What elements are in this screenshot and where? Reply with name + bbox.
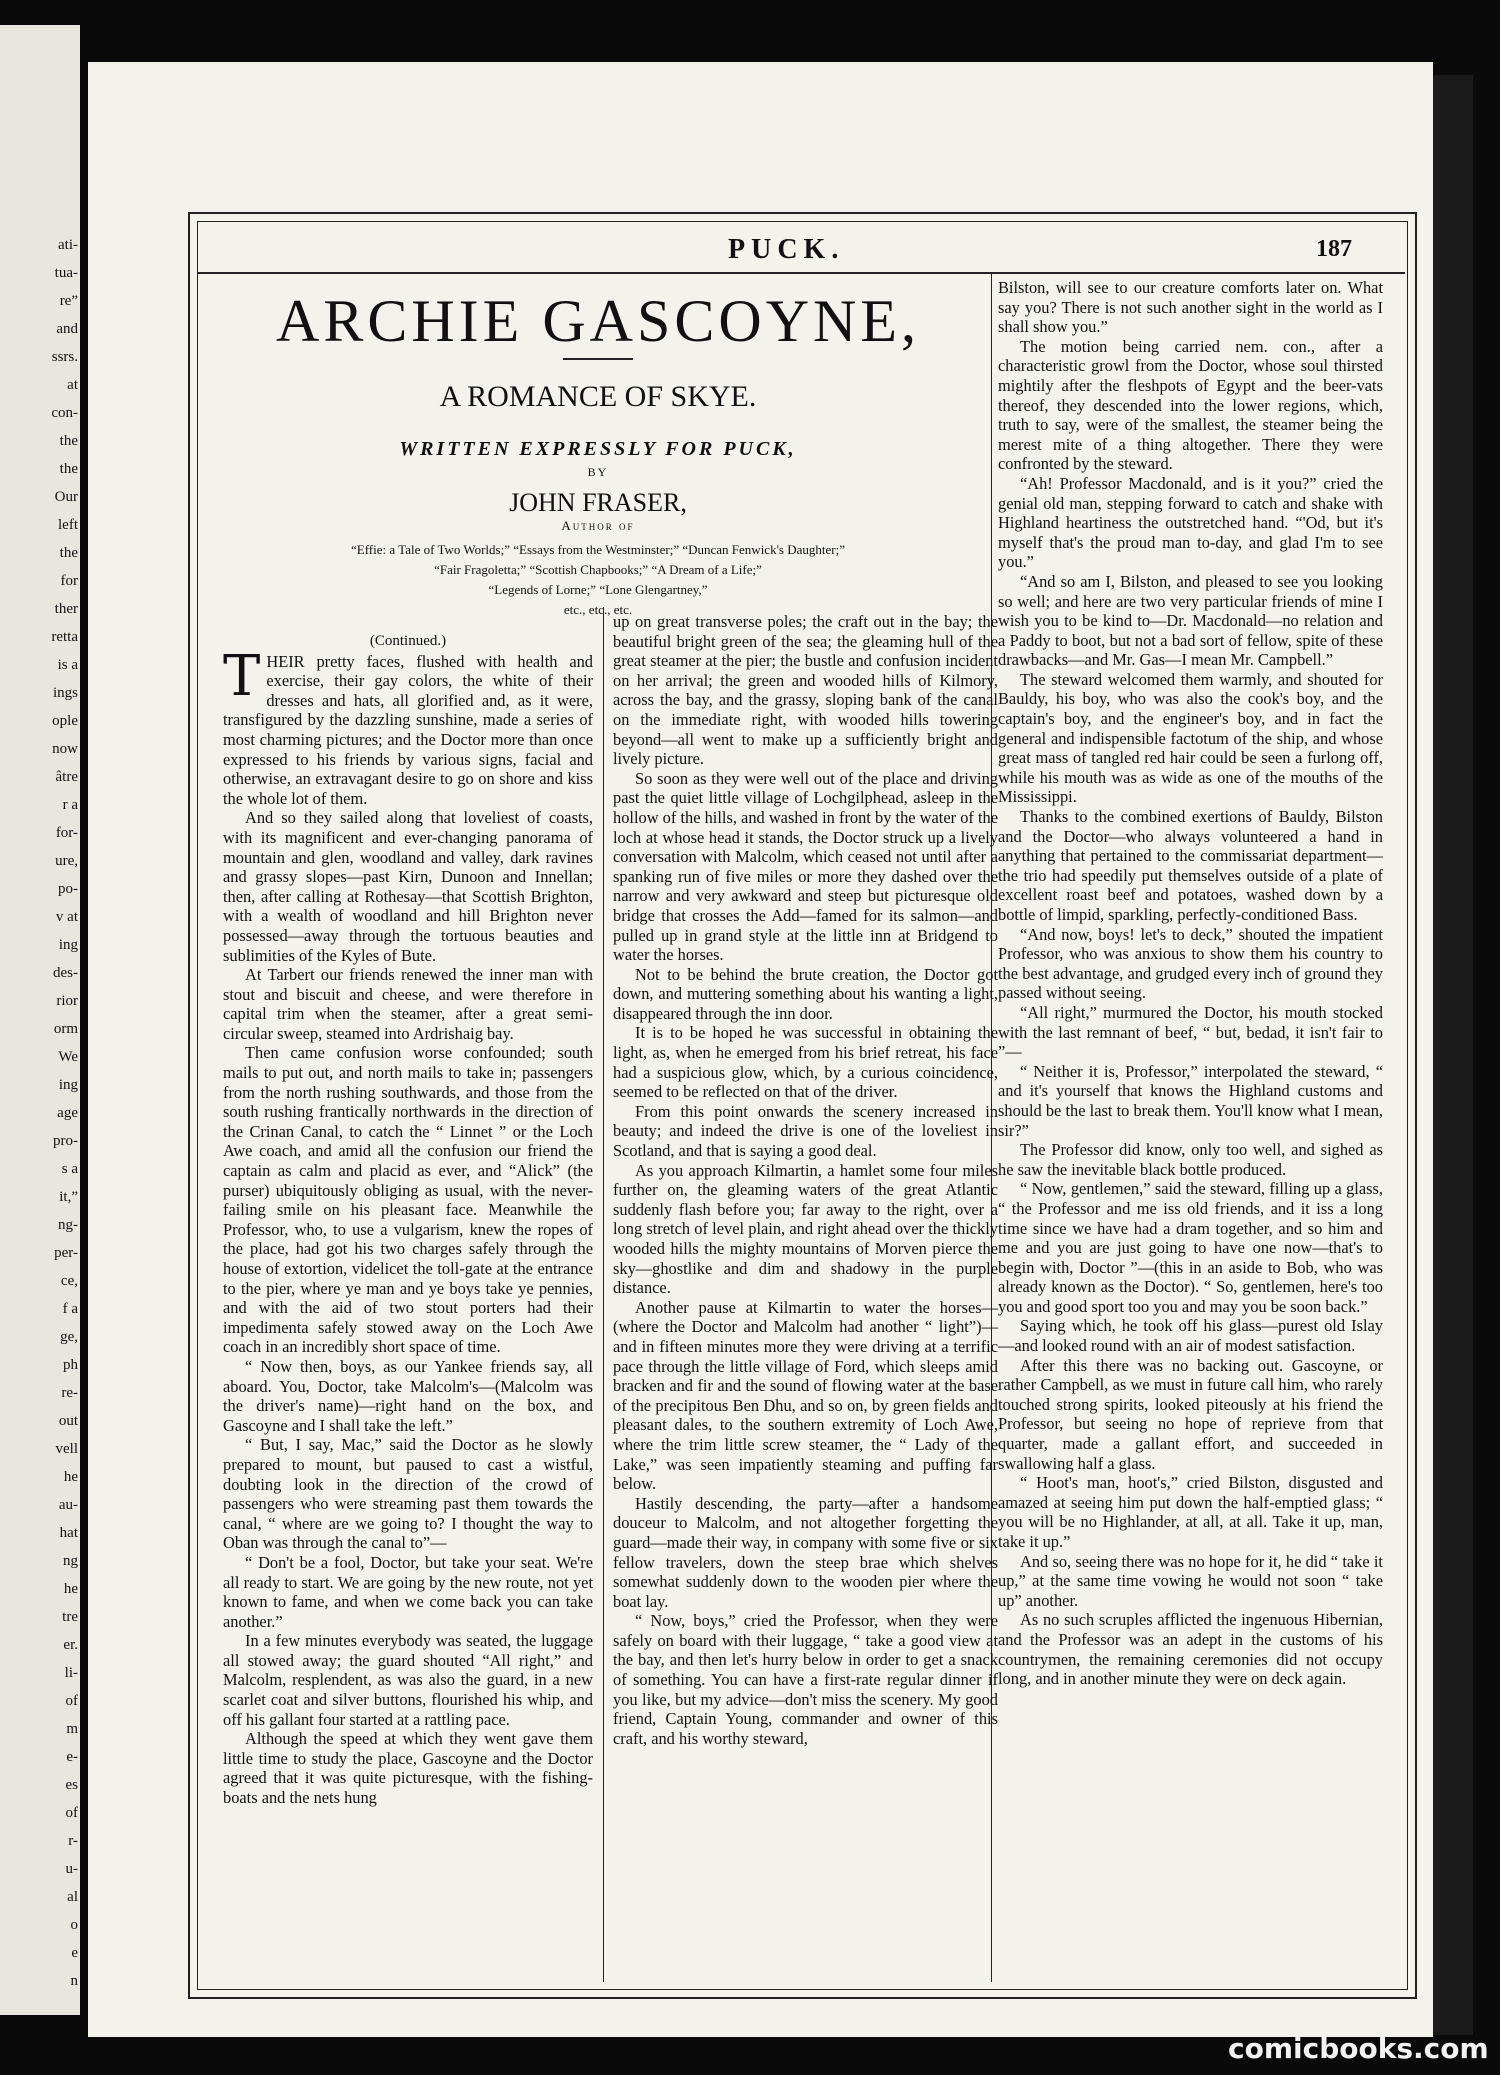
prev-page-fragment: and bbox=[56, 321, 78, 337]
prev-page-fragment: for- bbox=[55, 825, 78, 841]
page-number: 187 bbox=[1316, 236, 1352, 262]
prev-page-fragment: o bbox=[70, 1917, 78, 1933]
prev-page-fragment: e- bbox=[66, 1749, 78, 1765]
story-subtitle: A ROMANCE OF SKYE. bbox=[439, 380, 757, 413]
paragraph: “ But, I say, Mac,” said the Doctor as he slowly prepared to mount, but paused to cast a wistful, doubting look in the direction of the crowd of passengers who were streaming past them towards the canal, “ where are we going to? I thought the way to Oban was through the canal to”— bbox=[223, 1435, 593, 1553]
watermark: comicbooks.com bbox=[1228, 2032, 1489, 2065]
paragraph: Then came confusion worse confounded; south mails to put out, and north mails to take in; passengers from the north rushing southwards, and those from the south rushing frantically northwards in the direction of the Crinan Canal, to catch the “ Linnet ” or the Loch Awe coach, and amid all the confusion our friend the captain as calm and placid as ever, and “Alick” (the purser) ubiquitously obliging as usual, with the never-failing smile on his pleasant face. Meanwhile the Professor, who, to use a vulgarism, knew the ropes of the place, had got his two charges safely through the house of extortion, videlicet the toll-gate at the entrance to the pier, where ye man and ye boys take ye pennies, and with the aid of two stout porters had their impedimenta safely stowed away on the Loch Awe coach in an incredibly short space of time. bbox=[223, 1043, 593, 1357]
prev-page-fragment: ing bbox=[58, 1077, 78, 1093]
running-head: PUCK. bbox=[728, 234, 845, 265]
column-2 bbox=[613, 612, 998, 1748]
prev-page-fragment: for bbox=[60, 573, 78, 589]
drop-cap: T bbox=[223, 643, 261, 709]
prev-page-fragment: Our bbox=[54, 489, 78, 505]
prev-page-fragment: pro- bbox=[53, 1133, 78, 1149]
paragraph: Thanks to the combined exertions of Bauldy, Bilston and the Doctor—who always volunteered a hand in anything that pertained to the commissariat department—the trio had speedily put themselves outside of a plate of excellent roast beef and potatoes, washed down by a bottle of limpid, sparkling, perfectly-conditioned Bass. bbox=[998, 807, 1383, 924]
prev-page-fragment: u- bbox=[65, 1861, 78, 1877]
paragraph: “ Neither it is, Professor,” interpolated the steward, “ and it's yourself that knows the Highland customs and should be the last to break them. You'll know what I mean, sir?” bbox=[998, 1061, 1383, 1140]
author-name: JOHN FRASER, bbox=[509, 488, 687, 517]
prev-page-fragment: f a bbox=[62, 1301, 78, 1317]
prev-page-fragment: ople bbox=[52, 713, 78, 729]
author-of-label: Author of bbox=[561, 518, 635, 533]
prev-page-fragment: left bbox=[58, 517, 78, 533]
column-1 bbox=[223, 632, 593, 1808]
paragraph: The steward welcomed them warmly, and shouted for Bauldy, his boy, who was also the cook's boy, and the captain's boy, and the engineer's boy, and in fact the general and indispensible factotum of the ship, and whose great mass of tangled red hair could be seen a furlong off, while his mouth was as wide as one of the mouths of the Mississippi. bbox=[998, 669, 1383, 807]
prev-page-fragment: tre bbox=[62, 1609, 78, 1625]
prev-page-fragment: vell bbox=[55, 1441, 78, 1457]
prev-page-fragment: n bbox=[70, 1973, 78, 1989]
paragraph: And so they sailed along that loveliest of coasts, with its magnificent and ever-changing panorama of mountain and glen, woodland and valley, dark ravines and grassy slopes—past Kirn, Dunoon and Innellan; then, after calling at Rothesay—that Scottish Brighton, with a wealth of woodland and hill Brighton never possessed—away through the tortuous beauties and sublimities of the Kyles of Bute. bbox=[223, 808, 593, 965]
byline-by: BY bbox=[587, 465, 609, 479]
prev-page-fragment: of bbox=[65, 1693, 78, 1709]
title-rule bbox=[563, 358, 633, 360]
prev-page-fragment: ati- bbox=[58, 237, 78, 253]
prev-page-fragment: ge, bbox=[60, 1329, 78, 1345]
paragraph: Hastily descending, the party—after a handsome douceur to Malcolm, and not altogether forgetting the guard—made their way, in company with some five or six fellow travelers, down the steep brae which shelves somewhat suddenly down to the wooden pier where the boat lay. bbox=[613, 1493, 998, 1611]
prev-page-fragment: hat bbox=[59, 1525, 78, 1541]
prev-page-fragment: of bbox=[65, 1805, 78, 1821]
prev-page-fragment: au- bbox=[58, 1497, 78, 1513]
prev-page-fragment: ssrs. bbox=[51, 349, 78, 365]
page bbox=[88, 62, 1433, 2037]
prev-page-fragment: he bbox=[63, 1469, 78, 1485]
paragraph: Another pause at Kilmartin to water the horses—(where the Doctor and Malcolm had another “ light”)—and in fifteen minutes more they were driving at a terrific pace through the little village of Ford, which sleeps amid bracken and fir and the sound of flowing water at the base of the precipitous Ben Dhu, and so on, by green fields and pleasant dales, to the southern extremity of Loch Awe, where the trim little screw steamer, the “ Lady of the Lake,” was seen impatiently steaming and puffing far below. bbox=[613, 1297, 998, 1494]
prev-page-fragment: age bbox=[57, 1105, 78, 1121]
paragraph: up on great transverse poles; the craft out in the bay; the beautiful bright green of the sea; the gleaming hull of the great steamer at the pier; the bustle and confusion incident on her arrival; the green and wooded hills of Kilmory, across the bay, and the grassy, sloping bank of the canal on the immediate right, with wooded hills towering beyond—all went to make up a sufficiently bright and lively picture. bbox=[613, 612, 998, 769]
previous-page-edge bbox=[0, 25, 80, 2015]
paragraph: It is to be hoped he was successful in obtaining the light, as, when he emerged from his brief retreat, his face had a suspicious glow, which, by a curious coincidence, seemed to be reflected on that of the driver. bbox=[613, 1023, 998, 1102]
prev-page-fragment: e bbox=[71, 1945, 78, 1961]
prev-page-fragment: We bbox=[58, 1049, 78, 1065]
prev-page-fragment: retta bbox=[51, 629, 78, 645]
prev-page-fragment: s a bbox=[61, 1161, 78, 1177]
prev-page-fragment: the bbox=[59, 433, 78, 449]
prev-page-fragment: ure, bbox=[55, 853, 78, 869]
column-rule bbox=[603, 607, 604, 1982]
prev-page-fragment: al bbox=[67, 1889, 78, 1905]
prev-page-fragment: ther bbox=[54, 601, 78, 617]
prev-page-fragment: r- bbox=[68, 1833, 78, 1849]
paragraph: “ Now then, boys, as our Yankee friends say, all aboard. You, Doctor, take Malcolm's—(Malcolm was the driver's name)—right hand on the box, and Gascoyne and I shall take the left.” bbox=[223, 1356, 593, 1435]
prev-page-fragment: per- bbox=[54, 1245, 78, 1261]
title-block bbox=[208, 280, 988, 620]
prev-page-fragment: it,” bbox=[59, 1189, 78, 1205]
paragraph: “Ah! Professor Macdonald, and is it you?” cried the genial old man, stepping forward to catch and shake with Highland heartiness the outstretched hand. “'Od, but it's myself that's the proud man to-day, and glad I'm to see you.” bbox=[998, 473, 1383, 572]
paragraph: “All right,” murmured the Doctor, his mouth stocked with the last remnant of beef, “ but, bedad, it isn't fair to ”— bbox=[998, 1002, 1383, 1062]
prev-page-fragment: tua- bbox=[54, 265, 78, 281]
paragraph: Bilston, will see to our creature comforts later on. What say you? There is not such another sight in the world as I shall show you.” bbox=[998, 278, 1383, 337]
prev-page-fragment: âtre bbox=[55, 769, 78, 785]
prev-page-fragment: con- bbox=[51, 405, 78, 421]
paragraph: “ Don't be a fool, Doctor, but take your seat. We're all ready to start. We are going by the new route, not yet known to fame, and when we come back you can take another.” bbox=[223, 1552, 593, 1631]
paragraph: Not to be behind the brute creation, the Doctor got down, and muttering something about his wanting a light, disappeared through the inn door. bbox=[613, 964, 998, 1023]
prev-page-fragment: es bbox=[65, 1777, 78, 1793]
continued-label: (Continued.) bbox=[369, 633, 447, 649]
header-rule bbox=[198, 272, 1405, 274]
paragraph: “ Now, gentlemen,” said the steward, filling up a glass, “ the Professor and me iss old friends, and it iss a long time since we have had a dram together, and so him and me and you are just going to have one now—that's to begin with, Doctor ”—(this in an aside to Bob, who was already known as the Doctor). “ So, gentlemen, here's too you and good sport too you and may you be soon back.” bbox=[998, 1179, 1383, 1316]
prev-page-fragment: now bbox=[52, 741, 78, 757]
prev-page-fragment: ng- bbox=[58, 1217, 78, 1233]
paragraph: As you approach Kilmartin, a hamlet some four miles further on, the gleaming waters of the great Atlantic suddenly flash before you; far away to the right, over a long stretch of level plain, and right ahead over the thickly wooded hills the mighty mountains of Morven pierce the sky—ghostlike and dim and shadowy in the purple distance. bbox=[613, 1160, 998, 1298]
paragraph: And so, seeing there was no hope for it, he did “ take it up,” at the same time vowing he would not soon “ take up” another. bbox=[998, 1551, 1383, 1610]
prev-page-fragment: po- bbox=[58, 881, 78, 897]
prev-page-fragment: ce, bbox=[60, 1273, 78, 1289]
prev-page-fragment: li- bbox=[64, 1665, 78, 1681]
paragraph: “And so am I, Bilston, and pleased to see you looking so well; and here are two very particular friends of mine I wish you to be kind to—Dr. Macdonald—no relation and a Paddy to boot, but not a bad sort of fellow, spite of these drawbacks—and Mr. Gas—I mean Mr. Campbell.” bbox=[998, 571, 1383, 670]
paragraph: The motion being carried nem. con., after a characteristic growl from the Doctor, whose soul thirsted mightily after the fleshpots of Egypt and the beer-vats thereof, they descended into the lower regions, which, truth to say, were of the smallest, the steamer being the merest mite of a thing altogether. There they were confronted by the steward. bbox=[998, 336, 1383, 474]
prev-page-fragment: er. bbox=[63, 1637, 78, 1653]
prev-page-fragment: is a bbox=[57, 657, 78, 673]
paragraph: Although the speed at which they went gave them little time to study the place, Gascoyne and the Doctor agreed that it was quite picturesque, with the fishing-boats and the nets hung bbox=[223, 1729, 593, 1808]
author-works: “Effie: a Tale of Two Worlds;” “Essays from the Westminster;” “Duncan Fenwick's Daughter;” “Fair Fragoletta;” “Scottish Chapbooks;” “A Dream of a Life;” “Legends of Lorne;” “Lone Glengartney,” etc., etc., etc. bbox=[351, 542, 845, 617]
prev-page-fragment: r a bbox=[62, 797, 78, 813]
paragraph: In a few minutes everybody was seated, the luggage all stowed away; the guard shouted “All right,” and Malcolm, resplendent, as was also the guard, in a new scarlet coat and silver buttons, flourished his whip, and off his gallant four started at a rattling pace. bbox=[223, 1631, 593, 1729]
prev-page-fragment: the bbox=[59, 545, 78, 561]
paragraph: “ Hoot's man, hoot's,” cried Bilston, disgusted and amazed at seeing him put down the half-emptied glass; “ you will be no Highlander, at all, at all. Take it up, man, take it up.” bbox=[998, 1473, 1383, 1551]
prev-page-fragment: ph bbox=[63, 1357, 78, 1373]
prev-page-fragment: ing bbox=[58, 937, 78, 953]
prev-page-fragment: rior bbox=[56, 993, 78, 1009]
prev-page-fragment: ng bbox=[63, 1553, 78, 1569]
prev-page-fragment: the bbox=[59, 461, 78, 477]
prev-page-fragment: out bbox=[58, 1413, 78, 1429]
paragraph: Saying which, he took off his glass—purest old Islay—and looked round with an air of modest satisfaction. bbox=[998, 1316, 1383, 1356]
paragraph: From this point onwards the scenery increased in beauty; and indeed the drive is one of the loveliest in Scotland, and that is saying a good deal. bbox=[613, 1101, 998, 1161]
paragraph: As no such scruples afflicted the ingenuous Hibernian, and the Professor was an adept in the customs of his countrymen, the remaining ceremonies did not occupy long, and in another minute they were on deck again. bbox=[998, 1610, 1383, 1689]
paragraph: So soon as they were well out of the place and driving past the quiet little village of Lochgilphead, asleep in the hollow of the hills, and washed in front by the water of the loch at whose head it stands, the Doctor struck up a lively conversation with Malcolm, which ceased not until after a spanking run of five miles or more they dashed over the narrow and very awkward and steep but picturesque old bridge that crosses the Add—famed for its salmon—and pulled up in grand style at the little inn at Bridgend to water the horses. bbox=[613, 768, 998, 965]
prev-page-fragment: orm bbox=[53, 1021, 78, 1037]
paragraph: THEIR pretty faces, flushed with health and exercise, their gay colors, the white of their dresses and hats, all glorified and, as it were, transfigured by the dazzling sunshine, made a series of most charming pictures; and the Doctor more than once expressed to his friends by various signs, facial and otherwise, an extravagant desire to go on shore and kiss the whole lot of them. bbox=[223, 643, 593, 808]
prev-page-fragment: des- bbox=[53, 965, 78, 981]
prev-page-fragment: at bbox=[67, 377, 78, 393]
paragraph: After this there was no backing out. Gascoyne, or rather Campbell, as we must in future call him, who rarely touched strong spirits, looked piteously at his friend the Professor, but seeing no hope of reprieve from that quarter, made a gallant effort, and succeeded in swallowing half a glass. bbox=[998, 1355, 1383, 1473]
written-for-line: WRITTEN EXPRESSLY FOR PUCK, bbox=[399, 438, 797, 460]
prev-page-fragment: v at bbox=[55, 909, 78, 925]
story-title: ARCHIE GASCOYNE, bbox=[275, 288, 921, 354]
prev-page-fragment: he bbox=[63, 1581, 78, 1597]
book-edge bbox=[1430, 75, 1473, 2035]
paragraph: At Tarbert our friends renewed the inner man with stout and biscuit and cheese, and were therefore in capital trim when the steamer, after a great semi-circular sweep, steamed into Ardrishaig bay. bbox=[223, 965, 593, 1043]
paragraph: “ Now, boys,” cried the Professor, when they were safely on board with their luggage, “ take a good view at the bay, and then let's hurry below in order to get a snack of something. You can have a first-rate regular dinner if you like, but my advice—don't miss the scenery. My good friend, Captain Young, commander and owner of this craft, and his worthy steward, bbox=[613, 1611, 998, 1748]
prev-page-fragment: ings bbox=[52, 685, 78, 701]
prev-page-fragment: re” bbox=[59, 293, 78, 309]
prev-page-fragment: m bbox=[66, 1721, 78, 1737]
column-3 bbox=[998, 278, 1383, 1689]
paragraph: The Professor did know, only too well, and sighed as he saw the inevitable black bottle produced. bbox=[998, 1140, 1383, 1179]
prev-page-fragment: re- bbox=[61, 1385, 78, 1401]
paragraph: “And now, boys! let's to deck,” shouted the impatient Professor, who was anxious to show them his country to the best advantage, and grudged every inch of ground they passed without seeing. bbox=[998, 924, 1383, 1003]
